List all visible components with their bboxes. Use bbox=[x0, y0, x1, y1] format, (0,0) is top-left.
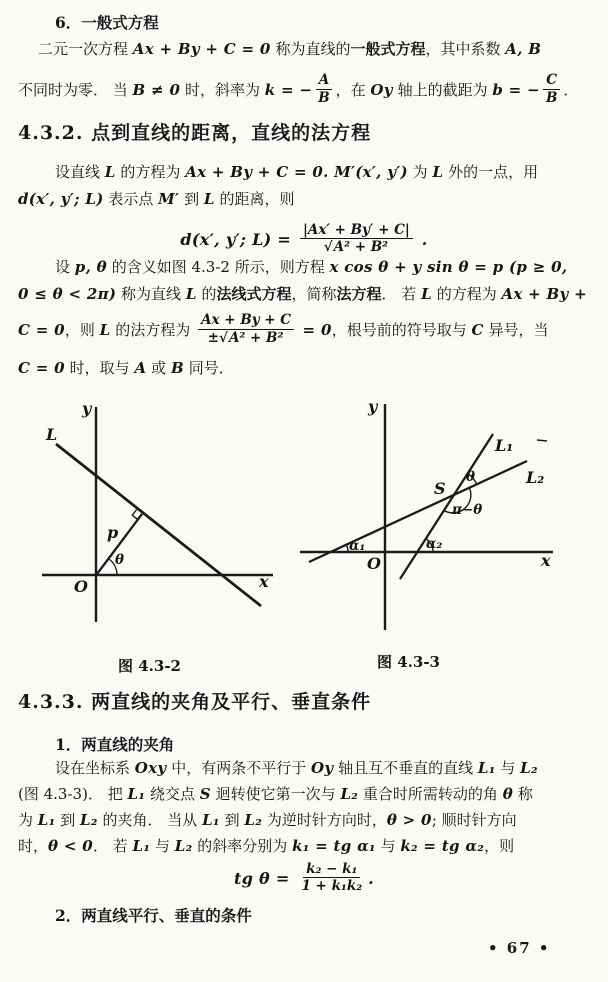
line-L1-label: L₁ bbox=[495, 436, 514, 455]
text-segment: 法线式方程 bbox=[216, 285, 292, 303]
text-segment: 的夹角． 当从 bbox=[97, 811, 203, 829]
text-segment: θ > 0 bbox=[386, 811, 432, 829]
paragraph-line bbox=[38, 38, 541, 60]
text-segment: 时，斜率为 bbox=[180, 81, 265, 99]
text-segment: L bbox=[99, 321, 111, 339]
text-segment: L bbox=[432, 163, 444, 181]
text-segment: 的法方程为 bbox=[110, 321, 196, 339]
text-segment: 的 bbox=[196, 285, 217, 303]
text-segment: 的距离，则 bbox=[214, 190, 295, 208]
text-segment: θ bbox=[502, 785, 514, 803]
text-segment: 一般式方程 bbox=[350, 40, 426, 58]
text-segment: A, B bbox=[505, 40, 542, 58]
alpha1-label: α₁ bbox=[349, 538, 366, 554]
theta-label: θ bbox=[466, 469, 476, 485]
paragraph-line bbox=[55, 161, 538, 183]
paragraph-line bbox=[18, 809, 517, 831]
text-segment: Oy bbox=[310, 759, 334, 777]
paragraph-line bbox=[18, 306, 549, 354]
text-segment: L₂ bbox=[340, 785, 359, 803]
text-segment: 与 bbox=[375, 837, 401, 855]
text-segment: 与 bbox=[150, 837, 175, 855]
text-segment: 异号，当 bbox=[483, 321, 549, 339]
axis-label-x: x bbox=[259, 572, 269, 591]
text-segment: ，则 bbox=[64, 321, 100, 339]
fraction: $\frac{\text{k₂ − k₁}}{\text{1 + k₁k₂}}$ bbox=[301, 860, 363, 894]
text-segment: ，其中系数 bbox=[425, 40, 506, 58]
text-segment: p, θ bbox=[74, 258, 107, 276]
text-segment: L₁ bbox=[127, 785, 146, 803]
text-segment: L₂ bbox=[80, 811, 98, 829]
text-segment: L₁ bbox=[202, 811, 220, 829]
text-segment: 0 ≤ θ < 2π) bbox=[18, 285, 117, 303]
text-segment: 的方程为 bbox=[115, 163, 186, 181]
figure-4-3-2 bbox=[30, 400, 280, 650]
paragraph-line bbox=[18, 283, 587, 305]
text-segment: S bbox=[199, 785, 211, 803]
text-segment: 轴上的截距为 bbox=[392, 81, 493, 99]
text-segment: 称为直线 bbox=[116, 285, 186, 303]
text-segment: 不同时为零． 当 bbox=[18, 81, 133, 99]
figure-4-3-3-caption: 图 4.3-3 bbox=[377, 653, 440, 671]
heading-sub-2: 2．两直线平行、垂直的条件 bbox=[55, 906, 252, 925]
text-segment: L bbox=[185, 285, 197, 303]
text-segment: 轴且互不垂直的直线 bbox=[333, 759, 478, 777]
text-segment: (图 4.3-3)． 把 bbox=[18, 785, 128, 803]
text-segment: 法方程 bbox=[336, 285, 382, 303]
text-segment: 表示点 bbox=[103, 190, 159, 208]
origin-label: O bbox=[367, 554, 381, 573]
heading-sub-1: 1．两直线的夹角 bbox=[55, 735, 175, 754]
text-segment: tg θ = bbox=[234, 869, 296, 888]
text-segment: k₁ = tg α₁ bbox=[292, 837, 376, 855]
text-segment: 为逆时针方向时， bbox=[262, 811, 387, 829]
text-segment: ． 若 bbox=[381, 285, 422, 303]
figure-4-3-3 bbox=[293, 398, 565, 643]
text-segment: k = − bbox=[264, 81, 313, 99]
text-segment: Oxy bbox=[134, 759, 167, 777]
text-segment: B bbox=[170, 359, 184, 377]
axis-label-y: y bbox=[368, 397, 378, 416]
tangent-formula bbox=[0, 856, 608, 902]
text-segment: 的方程为 bbox=[431, 285, 502, 303]
text-segment: = 0 bbox=[297, 321, 332, 339]
right-angle-mark bbox=[132, 510, 138, 520]
text-segment: M′ bbox=[158, 190, 180, 208]
text-segment: d(x′, y′; L) bbox=[18, 190, 104, 208]
text-segment: d(x′, y′; L) = bbox=[180, 230, 297, 249]
text-segment: C bbox=[471, 321, 484, 339]
text-segment: b = − bbox=[492, 81, 540, 99]
text-segment: 或 bbox=[146, 359, 171, 377]
text-segment: ; 顺时针方向 bbox=[431, 811, 517, 829]
heading-section-432: 4.3.2. 点到直线的距离，直线的法方程 bbox=[18, 122, 372, 144]
text-segment: 设直线 bbox=[55, 163, 105, 181]
text-segment: C = 0 bbox=[18, 359, 65, 377]
line-L2-label: L₂ bbox=[526, 468, 545, 487]
paragraph-line bbox=[18, 68, 578, 112]
text-segment: 设在坐标系 bbox=[55, 759, 135, 777]
text-segment: 称为直线的 bbox=[270, 40, 351, 58]
text-segment: 同号． bbox=[183, 359, 234, 377]
text-segment: L₂ bbox=[174, 837, 193, 855]
text-segment: L₁ bbox=[477, 759, 496, 777]
text-segment: 为 bbox=[407, 163, 433, 181]
text-segment: . bbox=[415, 230, 428, 249]
text-segment: L bbox=[203, 190, 215, 208]
text-segment: θ < 0 bbox=[48, 837, 93, 855]
text-segment: 时，取与 bbox=[64, 359, 135, 377]
text-segment: L₁ bbox=[132, 837, 151, 855]
text-segment: Ax + By + bbox=[501, 285, 587, 303]
text-segment: B ≠ 0 bbox=[132, 81, 181, 99]
paragraph-line bbox=[18, 783, 533, 805]
fraction: $\frac{|Ax' + By' + C|}{\text{√A² + B²}}$ bbox=[300, 222, 413, 255]
paragraph-line bbox=[18, 357, 234, 379]
text-segment: k₂ = tg α₂ bbox=[400, 837, 485, 855]
text-segment: L₁ bbox=[37, 811, 56, 829]
text-segment: ，在 bbox=[335, 81, 371, 99]
point-S-label: S bbox=[434, 479, 446, 498]
text-segment: 为 bbox=[18, 811, 38, 829]
text-segment: ，简称 bbox=[291, 285, 337, 303]
text-segment: 到 bbox=[179, 190, 204, 208]
text-segment: Oy bbox=[370, 81, 393, 99]
fraction: $\frac{C}{B}$ bbox=[543, 72, 560, 105]
text-segment: 中，有两条不平行于 bbox=[166, 759, 311, 777]
text-segment: 的斜率分别为 bbox=[192, 837, 293, 855]
text-segment: 外的一点，用 bbox=[443, 163, 539, 181]
text-segment: 绕交点 bbox=[145, 785, 200, 803]
text-segment: 到 bbox=[219, 811, 245, 829]
axis-label-y: y bbox=[82, 399, 92, 418]
text-segment: 二元一次方程 bbox=[38, 40, 133, 58]
fraction: $\frac{A}{B}$ bbox=[315, 72, 332, 105]
alpha2-label: α₂ bbox=[426, 536, 443, 552]
paragraph-line bbox=[18, 835, 514, 857]
text-segment: Ax + By + C = 0. M′(x′, y′) bbox=[185, 163, 408, 181]
text-segment: 的含义如图 4.3-2 所示，则方程 bbox=[106, 258, 330, 276]
heading-section-433: 4.3.3. 两直线的夹角及平行、垂直条件 bbox=[18, 691, 372, 713]
text-segment: 设 bbox=[55, 258, 75, 276]
heading-general-form: 6．一般式方程 bbox=[55, 13, 159, 32]
line-L-label: L bbox=[46, 425, 58, 444]
text-segment: L bbox=[421, 285, 432, 303]
text-segment: ，则 bbox=[484, 837, 515, 855]
text-segment: . bbox=[368, 869, 374, 888]
text-segment: ． bbox=[563, 81, 579, 99]
stray-mark bbox=[537, 440, 547, 441]
text-segment: ，根号前的符号取与 bbox=[331, 321, 472, 339]
text-segment: L₂ bbox=[244, 811, 263, 829]
theta-label: θ bbox=[115, 552, 125, 568]
text-segment: 到 bbox=[55, 811, 81, 829]
origin-label: O bbox=[74, 577, 88, 596]
text-segment: 时， bbox=[18, 837, 49, 855]
text-segment: x cos θ + y sin θ = p (p ≥ 0, bbox=[329, 258, 568, 276]
figure-4-3-2-caption: 图 4.3-2 bbox=[118, 657, 181, 675]
line-L2 bbox=[309, 461, 527, 562]
text-segment: L₂ bbox=[520, 759, 538, 777]
text-segment: ． 若 bbox=[92, 837, 133, 855]
fraction: $\frac{Ax + By + C}{\text{±√A² + B²}}$ bbox=[198, 312, 294, 345]
paragraph-line bbox=[55, 757, 538, 779]
text-segment: L bbox=[104, 163, 116, 181]
text-segment: A bbox=[134, 359, 147, 377]
text-segment: 与 bbox=[495, 759, 521, 777]
pi-minus-theta-label: π−θ bbox=[452, 502, 483, 518]
text-segment: 称 bbox=[513, 785, 533, 803]
page-number: • 67 • bbox=[488, 939, 551, 957]
text-segment: Ax + By + C = 0 bbox=[132, 40, 271, 58]
text-segment: C = 0 bbox=[18, 321, 65, 339]
p-label: p bbox=[107, 523, 119, 542]
text-segment: 迴转使它第一次与 bbox=[210, 785, 341, 803]
text-segment: 重合时所需转动的角 bbox=[358, 785, 503, 803]
axis-label-x: x bbox=[541, 551, 551, 570]
paragraph-line bbox=[55, 256, 567, 278]
paragraph-line bbox=[18, 188, 295, 210]
